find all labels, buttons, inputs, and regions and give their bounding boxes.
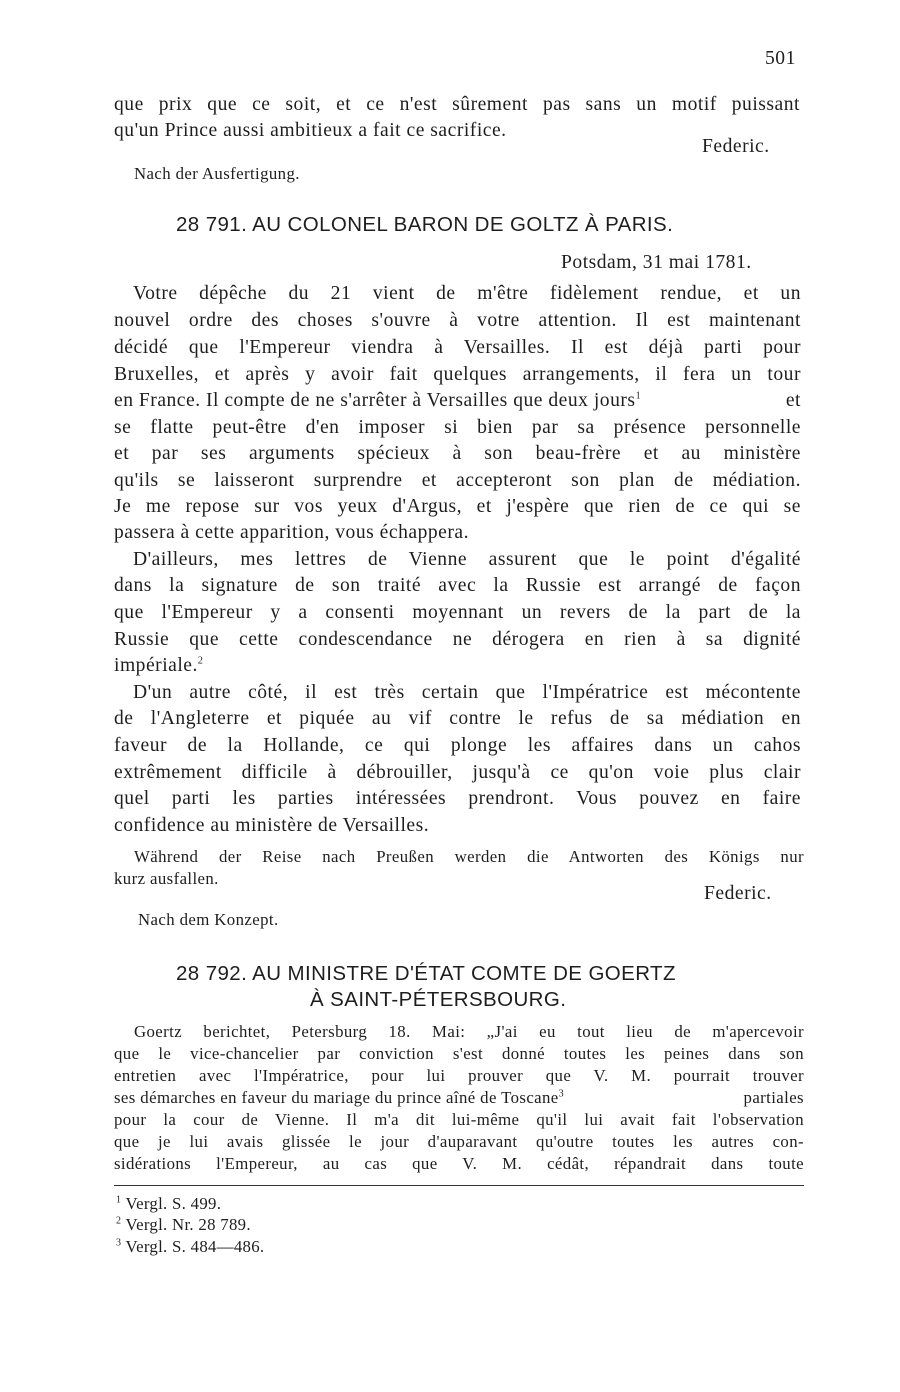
- summary-line: entretien avec l'Impératrice, pour lui prouver que V. M. pourrait trouver: [114, 1066, 804, 1085]
- body-line: faveur de la Hollande, ce qui plonge les affaires dans un cahos: [114, 735, 801, 756]
- body-line: [114, 390, 801, 412]
- source-note: Nach der Ausfertigung.: [134, 164, 300, 183]
- signature: Federic.: [702, 136, 770, 157]
- page-number: 501: [765, 48, 796, 69]
- body-line: passera à cette apparition, vous échappera.: [114, 522, 469, 543]
- summary-text: ses démarches en faveur du mariage du prince aîné de Toscane$^3$: [114, 1088, 565, 1107]
- body-line: Russie que cette condescendance ne dérogera en rien à sa dignité: [114, 629, 801, 650]
- body-line: et par ses arguments spécieux à son beau-frère et au ministère: [114, 443, 801, 464]
- body-line: dans la signature de son traité avec la Russie est arrangé de façon: [114, 575, 801, 596]
- footnote: $^1$ Vergl. S. 499.: [116, 1194, 222, 1213]
- letter-heading: 28 791. AU COLONEL BARON DE GOLTZ À PARIS.: [176, 213, 674, 236]
- signature: Federic.: [704, 883, 772, 904]
- body-line: Bruxelles, et après y avoir fait quelques arrangements, il fera un tour: [114, 364, 801, 385]
- body-line: de l'Angleterre et piquée au vif contre le refus de sa médiation en: [114, 708, 801, 729]
- body-line: D'ailleurs, mes lettres de Vienne assurent que le point d'égalité: [133, 549, 801, 570]
- body-text: et: [785, 390, 801, 411]
- body-line: se flatte peut-être d'en imposer si bien par sa présence personnelle: [114, 417, 801, 438]
- footnote-ref: 2: [197, 655, 204, 667]
- footnote-ref: 3: [558, 1088, 565, 1100]
- body-line: Je me repose sur vos yeux d'Argus, et j'espère que rien de ce qui se: [114, 496, 801, 517]
- body-line: extrêmement difficile à débrouiller, jusqu'à ce qu'on voie plus clair: [114, 762, 801, 783]
- body-line: impériale.$^2$: [114, 655, 204, 676]
- footnote-ref: 1: [635, 390, 642, 402]
- summary-line: que je lui avais glissée le jour d'auparavant qu'outre toutes les autres con-: [114, 1132, 804, 1151]
- letter-date: Potsdam, 31 mai 1781.: [561, 252, 752, 273]
- body-line: décidé que l'Empereur viendra à Versailles. Il est déjà parti pour: [114, 337, 801, 358]
- footnote: $^3$ Vergl. S. 484—486.: [116, 1237, 265, 1256]
- summary-line: pour la cour de Vienne. Il m'a dit lui-même qu'il lui avait fait l'observation: [114, 1110, 804, 1129]
- summary-line: sidérations l'Empereur, au cas que V. M. cédât, répandrait dans toute: [114, 1154, 804, 1173]
- editor-note: Während der Reise nach Preußen werden die Antworten des Königs nur: [134, 847, 804, 866]
- body-line: qu'ils se laisseront surprendre et accepteront son plan de médiation.: [114, 470, 801, 491]
- carry-over-line: qu'un Prince aussi ambitieux a fait ce sacrifice.: [114, 120, 507, 141]
- letter-heading: 28 792. AU MINISTRE D'ÉTAT COMTE DE GOERTZ: [176, 962, 676, 985]
- body-line: Votre dépêche du 21 vient de m'être fidèlement rendue, et un: [133, 283, 801, 304]
- body-line: confidence au ministère de Versailles.: [114, 815, 430, 836]
- carry-over-line: que prix que ce soit, et ce n'est sûrement pas sans un motif puissant: [114, 94, 800, 115]
- body-line: D'un autre côté, il est très certain que l'Impératrice est mécontente: [133, 682, 801, 703]
- summary-line: [114, 1088, 804, 1108]
- letter-heading: À SAINT-PÉTERSBOURG.: [310, 988, 567, 1011]
- body-line: quel parti les parties intéressées prendront. Vous pouvez en faire: [114, 788, 801, 809]
- body-line: que l'Empereur y a consenti moyennant un revers de la part de la: [114, 602, 801, 623]
- source-note: Nach dem Konzept.: [138, 910, 279, 929]
- summary-line: que le vice-chancelier par conviction s'est donné toutes les peines dans son: [114, 1044, 804, 1063]
- body-text: en France. Il compte de ne s'arrêter à Versailles que deux jours$^1$: [114, 390, 642, 411]
- summary-line: Goertz berichtet, Petersburg 18. Mai: „J'ai eu tout lieu de m'apercevoir: [134, 1022, 804, 1041]
- editor-note: kurz ausfallen.: [114, 869, 219, 888]
- summary-text: partiales: [743, 1088, 804, 1107]
- footnote: $^2$ Vergl. Nr. 28 789.: [116, 1215, 251, 1234]
- footnote-rule: [114, 1185, 804, 1186]
- body-line: nouvel ordre des choses s'ouvre à votre attention. Il est maintenant: [114, 310, 801, 331]
